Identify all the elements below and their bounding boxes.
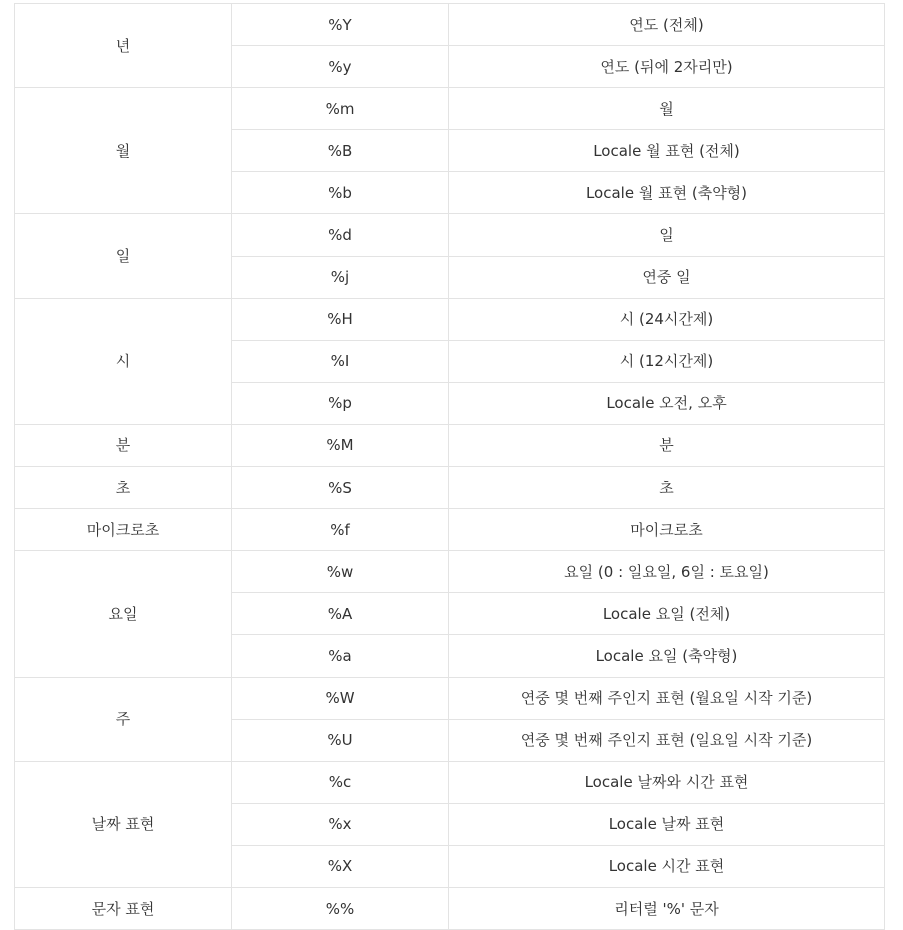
- table-row: [15, 467, 885, 509]
- description-cell: 월: [449, 88, 885, 130]
- table-row: [15, 4, 885, 46]
- format-code-table: [14, 3, 885, 930]
- description-cell: 마이크로초: [449, 509, 885, 551]
- category-cell: 마이크로초: [15, 509, 232, 551]
- format-code-cell: %Y: [232, 4, 449, 46]
- description-cell: 연중 몇 번째 주인지 표현 (월요일 시작 기준): [449, 677, 885, 719]
- table-row: [15, 424, 885, 466]
- category-cell: 날짜 표현: [15, 761, 232, 887]
- format-code-cell: %S: [232, 467, 449, 509]
- table-row: [15, 887, 885, 929]
- category-cell: 주: [15, 677, 232, 761]
- category-cell: 일: [15, 214, 232, 298]
- description-cell: 연도 (전체): [449, 4, 885, 46]
- description-cell: Locale 시간 표현: [449, 845, 885, 887]
- format-code-cell: %I: [232, 340, 449, 382]
- description-cell: 초: [449, 467, 885, 509]
- description-cell: 요일 (0 : 일요일, 6일 : 토요일): [449, 551, 885, 593]
- description-cell: 리터럴 '%' 문자: [449, 887, 885, 929]
- description-cell: Locale 월 표현 (축약형): [449, 172, 885, 214]
- format-code-cell: %j: [232, 256, 449, 298]
- format-code-cell: %p: [232, 382, 449, 424]
- format-code-cell: %f: [232, 509, 449, 551]
- description-cell: 연중 일: [449, 256, 885, 298]
- description-cell: 시 (12시간제): [449, 340, 885, 382]
- table-row: [15, 509, 885, 551]
- format-code-table-body: [15, 4, 885, 930]
- table-row: [15, 214, 885, 256]
- format-code-cell: %B: [232, 130, 449, 172]
- format-code-cell: %a: [232, 635, 449, 677]
- format-code-cell: %U: [232, 719, 449, 761]
- category-cell: 초: [15, 467, 232, 509]
- description-cell: 일: [449, 214, 885, 256]
- table-row: [15, 551, 885, 593]
- description-cell: Locale 월 표현 (전체): [449, 130, 885, 172]
- format-code-cell: %w: [232, 551, 449, 593]
- description-cell: 연도 (뒤에 2자리만): [449, 46, 885, 88]
- format-code-cell: %H: [232, 298, 449, 340]
- table-row: [15, 761, 885, 803]
- description-cell: Locale 요일 (전체): [449, 593, 885, 635]
- format-code-cell: %W: [232, 677, 449, 719]
- category-cell: 월: [15, 88, 232, 214]
- format-code-cell: %y: [232, 46, 449, 88]
- format-code-cell: %A: [232, 593, 449, 635]
- description-cell: Locale 날짜와 시간 표현: [449, 761, 885, 803]
- description-cell: Locale 날짜 표현: [449, 803, 885, 845]
- description-cell: 분: [449, 424, 885, 466]
- table-row: [15, 298, 885, 340]
- format-code-cell: %%: [232, 887, 449, 929]
- description-cell: 시 (24시간제): [449, 298, 885, 340]
- table-row: [15, 88, 885, 130]
- format-code-cell: %m: [232, 88, 449, 130]
- category-cell: 시: [15, 298, 232, 424]
- table-row: [15, 677, 885, 719]
- format-code-cell: %d: [232, 214, 449, 256]
- description-cell: Locale 오전, 오후: [449, 382, 885, 424]
- category-cell: 년: [15, 4, 232, 88]
- category-cell: 요일: [15, 551, 232, 677]
- format-code-cell: %b: [232, 172, 449, 214]
- format-code-cell: %X: [232, 845, 449, 887]
- description-cell: Locale 요일 (축약형): [449, 635, 885, 677]
- format-code-cell: %x: [232, 803, 449, 845]
- description-cell: 연중 몇 번째 주인지 표현 (일요일 시작 기준): [449, 719, 885, 761]
- category-cell: 문자 표현: [15, 887, 232, 929]
- format-code-cell: %c: [232, 761, 449, 803]
- format-code-cell: %M: [232, 424, 449, 466]
- category-cell: 분: [15, 424, 232, 466]
- format-code-table-container: [14, 3, 884, 930]
